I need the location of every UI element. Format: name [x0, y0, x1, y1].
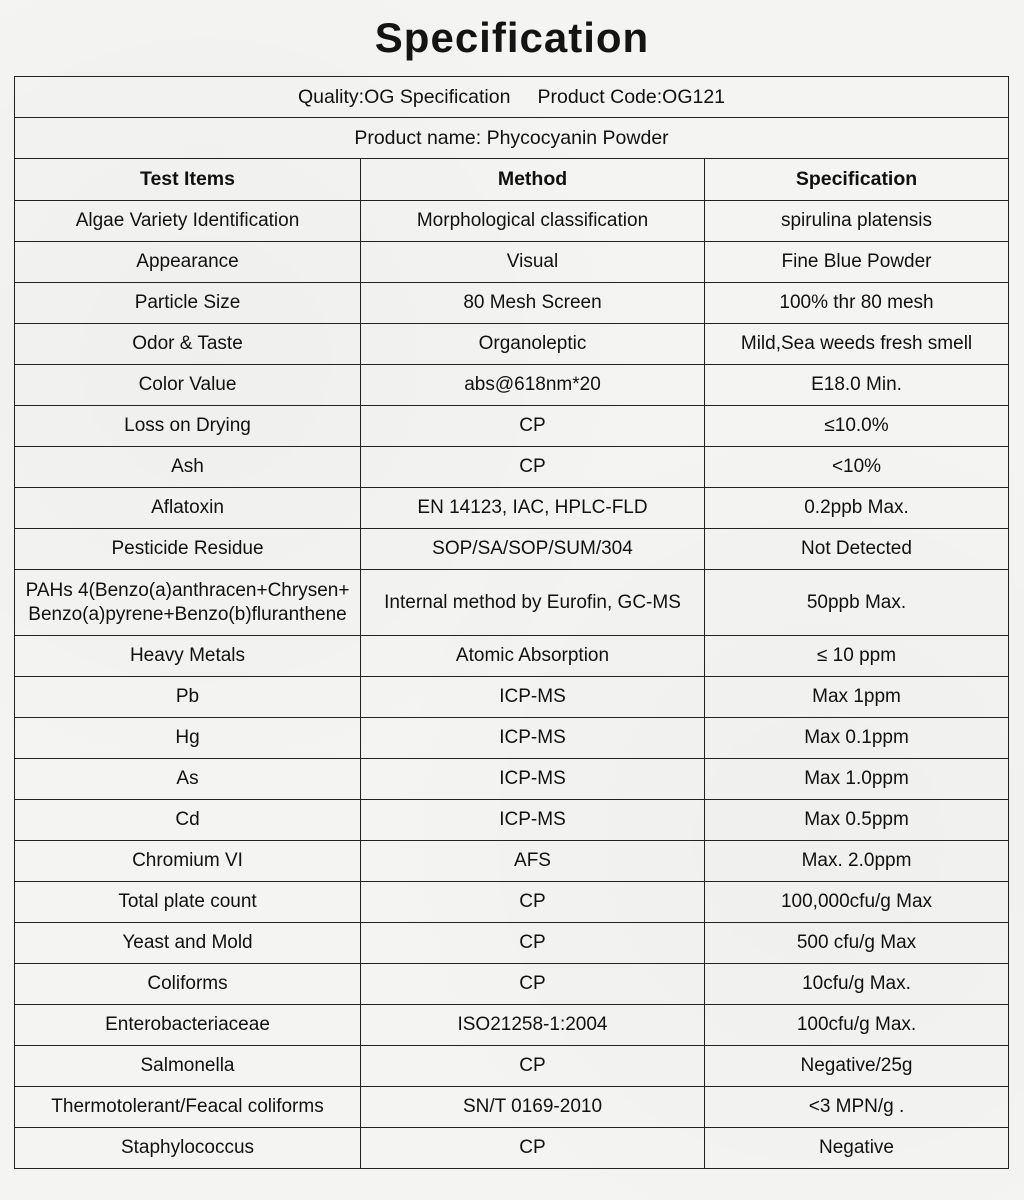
table-row: [15, 841, 1009, 882]
method-cell: CP: [361, 1128, 705, 1169]
test-item-cell: Color Value: [15, 365, 361, 406]
table-row: [15, 1087, 1009, 1128]
method-cell: Internal method by Eurofin, GC-MS: [361, 570, 705, 636]
method-cell: AFS: [361, 841, 705, 882]
specification-cell: 10cfu/g Max.: [705, 964, 1009, 1005]
table-row: [15, 677, 1009, 718]
table-row: [15, 759, 1009, 800]
specification-cell: Negative/25g: [705, 1046, 1009, 1087]
method-cell: SOP/SA/SOP/SUM/304: [361, 529, 705, 570]
method-cell: ICP-MS: [361, 677, 705, 718]
specification-cell: 100% thr 80 mesh: [705, 283, 1009, 324]
table-row: [15, 283, 1009, 324]
test-item-cell: Yeast and Mold: [15, 923, 361, 964]
quality-row: [15, 77, 1009, 118]
method-cell: CP: [361, 1046, 705, 1087]
test-item-cell: Pb: [15, 677, 361, 718]
table-row: [15, 201, 1009, 242]
table-row: [15, 447, 1009, 488]
test-item-cell: Pesticide Residue: [15, 529, 361, 570]
specification-cell: ≤ 10 ppm: [705, 636, 1009, 677]
test-item-cell: Enterobacteriaceae: [15, 1005, 361, 1046]
table-row: [15, 570, 1009, 636]
specification-cell: Max 1ppm: [705, 677, 1009, 718]
specification-cell: 0.2ppb Max.: [705, 488, 1009, 529]
table-row: [15, 488, 1009, 529]
method-cell: Atomic Absorption: [361, 636, 705, 677]
quality-code-line: Quality:OG Specification Product Code:OG121: [15, 77, 1009, 118]
column-header-specification: Specification: [705, 159, 1009, 201]
specification-cell: <10%: [705, 447, 1009, 488]
table-row: [15, 964, 1009, 1005]
method-cell: abs@618nm*20: [361, 365, 705, 406]
table-row: [15, 1005, 1009, 1046]
table-row: [15, 324, 1009, 365]
test-item-cell: Loss on Drying: [15, 406, 361, 447]
test-item-cell: As: [15, 759, 361, 800]
test-item-cell: Staphylococcus: [15, 1128, 361, 1169]
table-row: [15, 923, 1009, 964]
table-row: [15, 242, 1009, 283]
table-row: [15, 800, 1009, 841]
specification-cell: Max. 2.0ppm: [705, 841, 1009, 882]
test-item-cell: Chromium VI: [15, 841, 361, 882]
test-item-cell: Ash: [15, 447, 361, 488]
specification-cell: Max 0.5ppm: [705, 800, 1009, 841]
table-row: [15, 1046, 1009, 1087]
test-item-cell: Algae Variety Identification: [15, 201, 361, 242]
column-header-method: Method: [361, 159, 705, 201]
table-row: [15, 365, 1009, 406]
test-item-cell: Aflatoxin: [15, 488, 361, 529]
specification-cell: 100,000cfu/g Max: [705, 882, 1009, 923]
method-cell: ICP-MS: [361, 800, 705, 841]
test-item-cell: Heavy Metals: [15, 636, 361, 677]
test-item-cell: Hg: [15, 718, 361, 759]
table-row: [15, 718, 1009, 759]
specification-table: [14, 76, 1009, 1169]
specification-cell: spirulina platensis: [705, 201, 1009, 242]
table-row: [15, 636, 1009, 677]
table-row: [15, 1128, 1009, 1169]
method-cell: Morphological classification: [361, 201, 705, 242]
specification-cell: 100cfu/g Max.: [705, 1005, 1009, 1046]
test-item-cell: Thermotolerant/Feacal coliforms: [15, 1087, 361, 1128]
test-item-cell: Total plate count: [15, 882, 361, 923]
specification-cell: E18.0 Min.: [705, 365, 1009, 406]
method-cell: Organoleptic: [361, 324, 705, 365]
method-cell: CP: [361, 447, 705, 488]
specification-cell: ≤10.0%: [705, 406, 1009, 447]
table-row: [15, 406, 1009, 447]
product-name-row: [15, 118, 1009, 159]
specification-cell: Fine Blue Powder: [705, 242, 1009, 283]
table-row: [15, 529, 1009, 570]
method-cell: CP: [361, 406, 705, 447]
specification-cell: Mild,Sea weeds fresh smell: [705, 324, 1009, 365]
specification-cell: Negative: [705, 1128, 1009, 1169]
method-cell: EN 14123, IAC, HPLC-FLD: [361, 488, 705, 529]
column-header-test-items: Test Items: [15, 159, 361, 201]
method-cell: 80 Mesh Screen: [361, 283, 705, 324]
method-cell: CP: [361, 923, 705, 964]
page-title: Specification: [374, 14, 650, 61]
test-item-cell: Odor & Taste: [15, 324, 361, 365]
specification-cell: <3 MPN/g .: [705, 1087, 1009, 1128]
specification-cell: Max 0.1ppm: [705, 718, 1009, 759]
method-cell: CP: [361, 882, 705, 923]
test-item-cell: PAHs 4(Benzo(a)anthracen+Chrysen+ Benzo(a)pyrene+Benzo(b)fluranthene: [15, 570, 361, 636]
method-cell: SN/T 0169-2010: [361, 1087, 705, 1128]
test-item-cell: Appearance: [15, 242, 361, 283]
product-name-line: Product name: Phycocyanin Powder: [15, 118, 1009, 159]
method-cell: ISO21258-1:2004: [361, 1005, 705, 1046]
method-cell: ICP-MS: [361, 759, 705, 800]
specification-cell: Not Detected: [705, 529, 1009, 570]
test-item-cell: Particle Size: [15, 283, 361, 324]
table-row: [15, 882, 1009, 923]
specification-cell: 50ppb Max.: [705, 570, 1009, 636]
method-cell: CP: [361, 964, 705, 1005]
test-item-cell: Cd: [15, 800, 361, 841]
test-item-cell: Salmonella: [15, 1046, 361, 1087]
test-item-cell: Coliforms: [15, 964, 361, 1005]
method-cell: ICP-MS: [361, 718, 705, 759]
method-cell: Visual: [361, 242, 705, 283]
specification-cell: Max 1.0ppm: [705, 759, 1009, 800]
column-header-row: [15, 159, 1009, 201]
specification-cell: 500 cfu/g Max: [705, 923, 1009, 964]
